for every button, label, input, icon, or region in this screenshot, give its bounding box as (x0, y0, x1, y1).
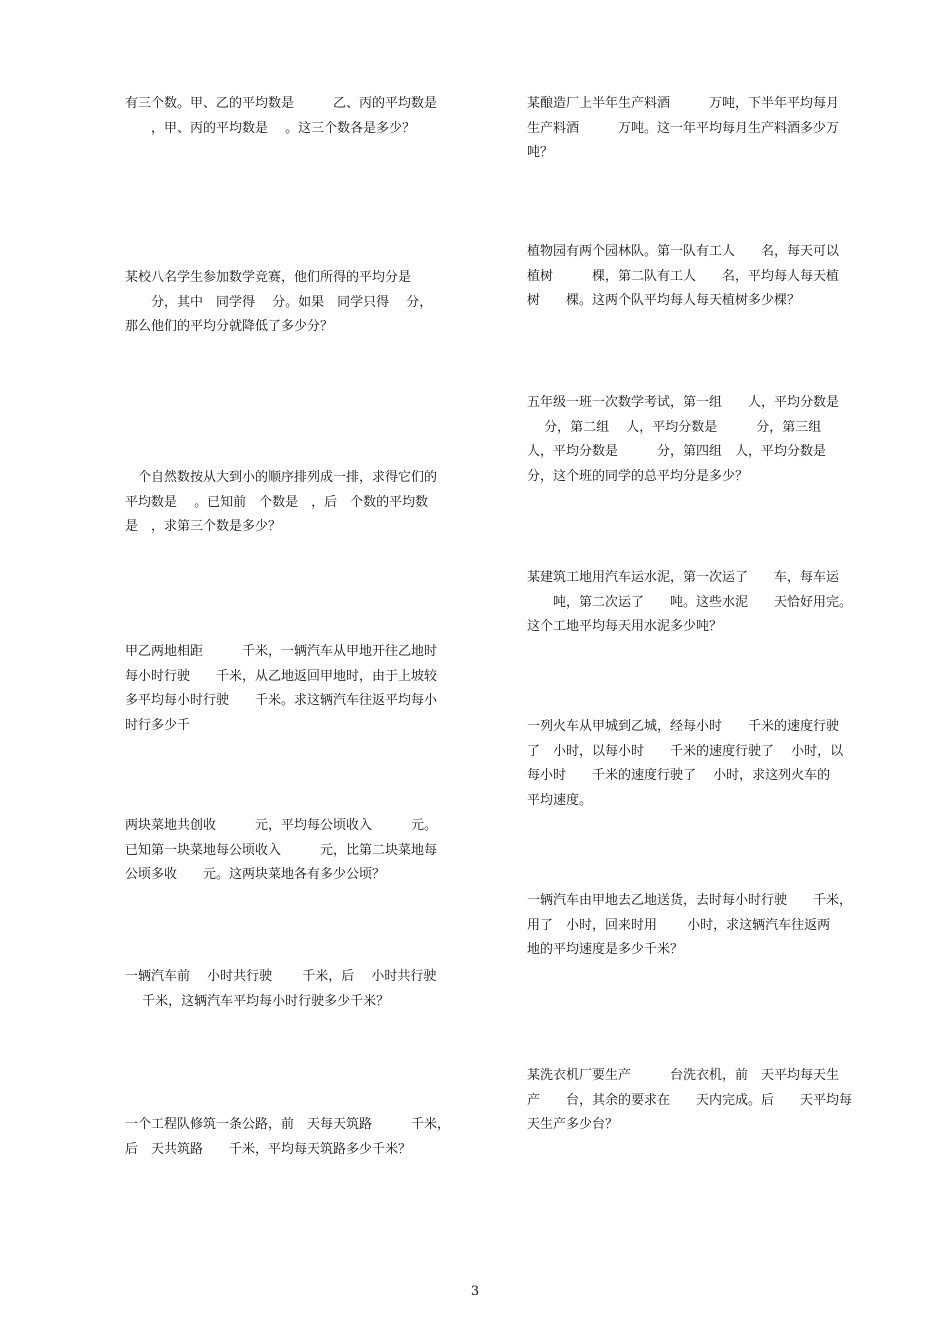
problem-left-2: 某校八名学生参加数学竞赛，他们所得的平均分是 分，其中 同学得 分。如果 同学只得 分， 那么他们的平均分就降低了多少分？ (125, 270, 433, 334)
problem-right-5: 一列火车从甲城到乙城，经每小时 千米的速度行驶 了 小时，以每小时 千米的速度行驶了 小时，以 每小时 千米的速度行驶了 小时，求这列火车的 平均速度。 (527, 719, 844, 808)
problem-left-4: 甲乙两地相距 千米，一辆汽车从甲地开往乙地时 每小时行驶 千米，从乙地返回甲地时，由于上坡较 多平均每小时行驶 千米。求这辆汽车往返平均每小 时行多少千 (125, 644, 438, 733)
problem-right-3: 五年级一班一次数学考试，第一组 人，平均分数是 分，第二组 人，平均分数是 分，第三组 人，平均分数是 分，第四组 人，平均分数是 分，这个班的同学的总平均分是多少？ (527, 395, 840, 484)
problem-left-7: 一个工程队修筑一条公路，前 天每天筑路 千米， 后 天共筑路 千米，平均每天筑路多少千米？ (125, 1117, 451, 1157)
problem-right-1: 某酿造厂上半年生产料酒 万吨，下半年平均每月 生产料酒 万吨。这一年平均每月生产料酒多少万 吨？ (527, 96, 840, 160)
problem-left-5: 两块菜地共创收 元，平均每公顷收入 元。 已知第一块菜地每公顷收入 元，比第二块菜地每 公顷多收 元。这两块菜地各有多少公顷？ (125, 818, 438, 882)
problem-left-3: 个自然数按从大到小的顺序排列成一排，求得它们的 平均数是 。已知前 个数是 ，后 个数的平均数 是 ，求第三个数是多少？ (125, 470, 438, 534)
problem-right-4: 某建筑工地用汽车运水泥，第一次运了 车，每车运 吨，第二次运了 吨。这些水泥 天恰好用完。 这个工地平均每天用水泥多少吨？ (527, 570, 853, 634)
problem-right-7: 某洗衣机厂要生产 台洗衣机，前 天平均每天生 产 台，其余的要求在 天内完成。后 天平均每 天生产多少台？ (527, 1068, 853, 1132)
problem-left-6: 一辆汽车前 小时共行驶 千米，后 小时共行驶 千米，这辆汽车平均每小时行驶多少千米？ (125, 969, 437, 1009)
problem-right-2: 植物园有两个园林队。第一队有工人 名，每天可以 植树 棵，第二队有工人 名，平均每人每天植 树 棵。这两个队平均每人每天植树多少棵？ (527, 244, 840, 308)
problem-right-6: 一辆汽车由甲地去乙地送货，去时每小时行驶 千米， 用了 小时，回来时用 小时，求这辆汽车往返两 地的平均速度是多少千米？ (527, 893, 853, 957)
page-number: 3 (470, 1284, 480, 1299)
problem-left-1: 有三个数。甲、乙的平均数是 乙、丙的平均数是 ，甲、丙的平均数是 。这三个数各是多少？ (125, 96, 438, 136)
